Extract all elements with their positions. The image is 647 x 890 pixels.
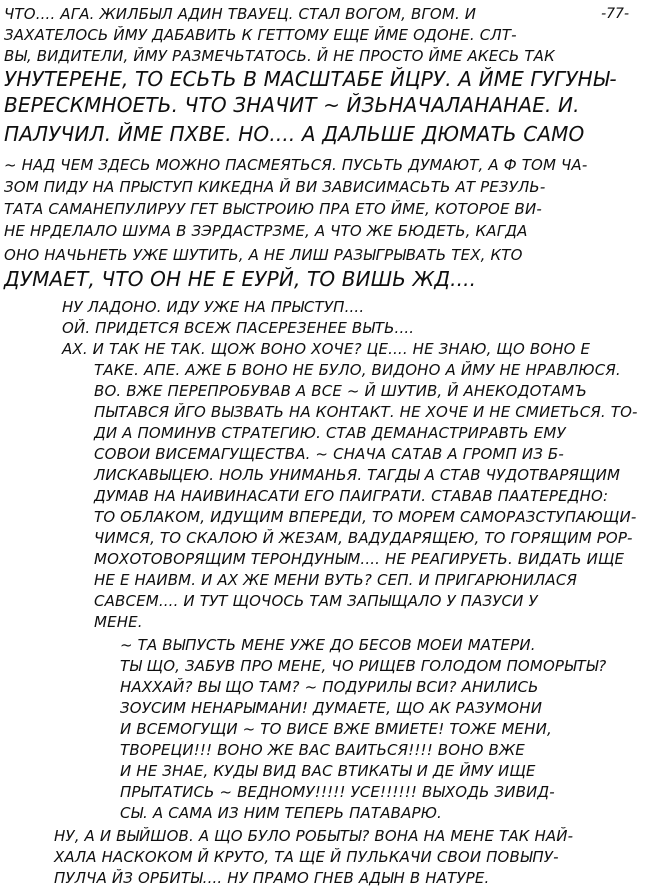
text-line: ОЙ. ПРИДЕТСЯ ВСЕЖ ПАСЕРЕЗЕНЕЕ ВЫТЬ.... <box>62 319 415 337</box>
text-line: ЧТО.... АГА. ЖИЛБЫЛ АДИН ТВАУЕЦ. СТАЛ ВОГОМ, ВГОМ. И <box>4 5 477 23</box>
text-line: НЕ Е НАИВМ. И АХ ЖЕ МЕНИ ВУТЬ? СЕП. И ПРИГАРЮНИЛАСЯ <box>94 571 578 589</box>
text-line: И ВСЕМОГУЩИ ~ ТО ВИСЕ ВЖЕ ВМИЕТЕ! ТОЖЕ МЕНИ, <box>120 720 552 738</box>
text-line: НУ, А И ВЫЙШОВ. А ЩО БУЛО РОБЫТЫ? ВОНА НА МЕНЕ ТАК НАЙ- <box>54 827 574 845</box>
text-line: МЕНЕ. <box>94 613 143 631</box>
text-line: ЗОМ ПИДУ НА ПРЫСТУП КИКЕДНА Й ВИ ЗАВИСИМАСЬТЬ АТ РЕЗУЛЬ- <box>4 178 546 196</box>
text-line: ТЫ ЩО, ЗАБУВ ПРО МЕНЕ, ЧО РИЩЕВ ГОЛОДОМ ПОМОРЫТЫ? <box>120 657 607 675</box>
text-line: ~ ТА ВЫПУСТЬ МЕНЕ УЖЕ ДО БЕСОВ МОЕИ МАТЕРИ. <box>120 636 536 654</box>
text-line: ПАЛУЧИЛ. ЙМЕ ПХВЕ. НО.... А ДАЛЬШЕ ДЮМАТЬ САМО <box>4 122 585 146</box>
text-line: НАХХАЙ? ВЫ ЩО ТАМ? ~ ПОДУРИЛЫ ВСИ? АНИЛИСЬ <box>120 678 539 696</box>
text-line: ДУМАЕТ, ЧТО ОН НЕ Е ЕУРЙ, ТО ВИШЬ ЖД.... <box>4 267 477 291</box>
page-number: -77- <box>601 6 629 22</box>
text-line: ТАКЕ. АПЕ. АЖЕ Б ВОНО НЕ БУЛО, ВИДОНО А ЙМУ НЕ НРАВЛЮСЯ. <box>94 361 621 379</box>
text-line: ТВОРЕЦИ!!! ВОНО ЖЕ ВАС ВАИТЬСЯ!!!! ВОНО ВЖЕ <box>120 741 525 759</box>
text-line: ТО ОБЛАКОМ, ИДУЩИМ ВПЕРЕДИ, ТО МОРЕМ САМОРАЗСТУПАЮЩИ- <box>94 508 637 526</box>
text-line: АХ. И ТАК НЕ ТАК. ЩОЖ ВОНО ХОЧЕ? ЦЕ.... НЕ ЗНАЮ, ЩО ВОНО Е <box>62 340 591 358</box>
text-line: НЕ НРДЕЛАЛО ШУМА В ЗЭРДАСТРЗМЕ, А ЧТО ЖЕ БЮДЕТЬ, КАГДА <box>4 222 528 240</box>
text-line: МОХОТОВОРЯЩИМ ТЕРОНДУНЫМ.... НЕ РЕАГИРУЕТЬ. ВИДАТЬ ИЩЕ <box>94 550 625 568</box>
text-line: САВСЕМ.... И ТУТ ЩОЧОСЬ ТАМ ЗАПЫЩАЛО У ПАЗУСИ У <box>94 592 538 610</box>
text-line: СЫ. А САМА ИЗ НИМ ТЕПЕРЬ ПАТАВАРЮ. <box>120 804 442 822</box>
text-line: ДИ А ПОМИНУВ СТРАТЕГИЮ. СТАВ ДЕМАНАСТРИРАВТЬ ЕМУ <box>94 424 566 442</box>
text-line: СОВОИ ВИСЕМАГУЩЕСТВА. ~ СНАЧА САТАВ А ГРОМП ИЗ Б- <box>94 445 564 463</box>
text-line: ДУМАВ НА НАИВИНАСАТИ ЕГО ПАИГРАТИ. СТАВАВ ПААТЕРЕДНО: <box>94 487 609 505</box>
text-line: УНУТЕРЕНЕ, ТО ЕСЬТЬ В МАСШТАБЕ ЙЦРУ. А ЙМЕ ГУГУНЫ- <box>4 67 617 91</box>
text-line: ОНО НАЧЬНЕТЬ УЖЕ ШУТИТЬ, А НЕ ЛИШ РАЗЫГРЫВАТЬ ТЕХ, КТО <box>4 246 523 264</box>
text-line: ВО. ВЖЕ ПЕРЕПРОБУВАВ А ВСЕ ~ Й ШУТИВ, Й АНЕКОДОТАМЪ <box>94 382 588 400</box>
text-line: НУ ЛАДОНО. ИДУ УЖЕ НА ПРЫСТУП.... <box>62 298 365 316</box>
text-line: ХАЛА НАСКОКОМ Й КРУТО, ТА ЩЕ Й ПУЛЬКАЧИ СВОИ ПОВЫПУ- <box>54 848 559 866</box>
text-line: ЗАХАТЕЛОСЬ ЙМУ ДАБАВИТЬ К ГЕТТОМУ ЕЩЕ ЙМЕ ОДОНЕ. СЛТ- <box>4 26 517 44</box>
text-line: ВЕРЕСКМНОЕТЬ. ЧТО ЗНАЧИТ ~ ЙЗЬНАЧАЛАНАНАЕ. И. <box>4 93 580 117</box>
text-line: ТАТА САМАНЕПУЛИРУУ ГЕТ ВЫСТРОИЮ ПРА ЕТО ЙМЕ, КОТОРОЕ ВИ- <box>4 200 542 218</box>
text-line: И НЕ ЗНАЕ, КУДЫ ВИД ВАС ВТИКАТЫ И ДЕ ЙМУ ИЩЕ <box>120 762 536 780</box>
text-line: ~ НАД ЧЕМ ЗДЕСЬ МОЖНО ПАСМЕЯТЬСЯ. ПУСЬТЬ ДУМАЮТ, А Ф ТОМ ЧА- <box>4 156 588 174</box>
text-line: ЛИСКАВЫЦЕЮ. НОЛЬ УНИМАНЬЯ. ТАГДЫ А СТАВ ЧУДОТВАРЯЩИМ <box>94 466 621 484</box>
text-line: ПЫТАВСЯ ЙГО ВЫЗВАТЬ НА КОНТАКТ. НЕ ХОЧЕ И НЕ СМИЕТЬСЯ. ТО- <box>94 403 638 421</box>
text-line: ПРЫТАТИСЬ ~ ВЕДНОМУ!!!!! УСЕ!!!!!! ВЫХОДЬ ЗИВИД- <box>120 783 555 801</box>
text-line: ПУЛЧА ЙЗ ОРБИТЫ.... НУ ПРАМО ГНЕВ АДЫН В НАТУРЕ. <box>54 869 490 887</box>
text-line: ВЫ, ВИДИТЕЛИ, ЙМУ РАЗМЕЧЬТАТОСЬ. Й НЕ ПРОСТО ЙМЕ АКЕСЬ ТАК <box>4 47 555 65</box>
text-line: ЗОУСИМ НЕНАРЫМАНИ! ДУМАЕТЕ, ЩО АК РАЗУМОНИ <box>120 699 543 717</box>
text-line: ЧИМСЯ, ТО СКАЛОЮ Й ЖЕЗАМ, ВАДУДАРЯЩЕЮ, ТО ГОРЯЩИМ РОР- <box>94 529 633 547</box>
